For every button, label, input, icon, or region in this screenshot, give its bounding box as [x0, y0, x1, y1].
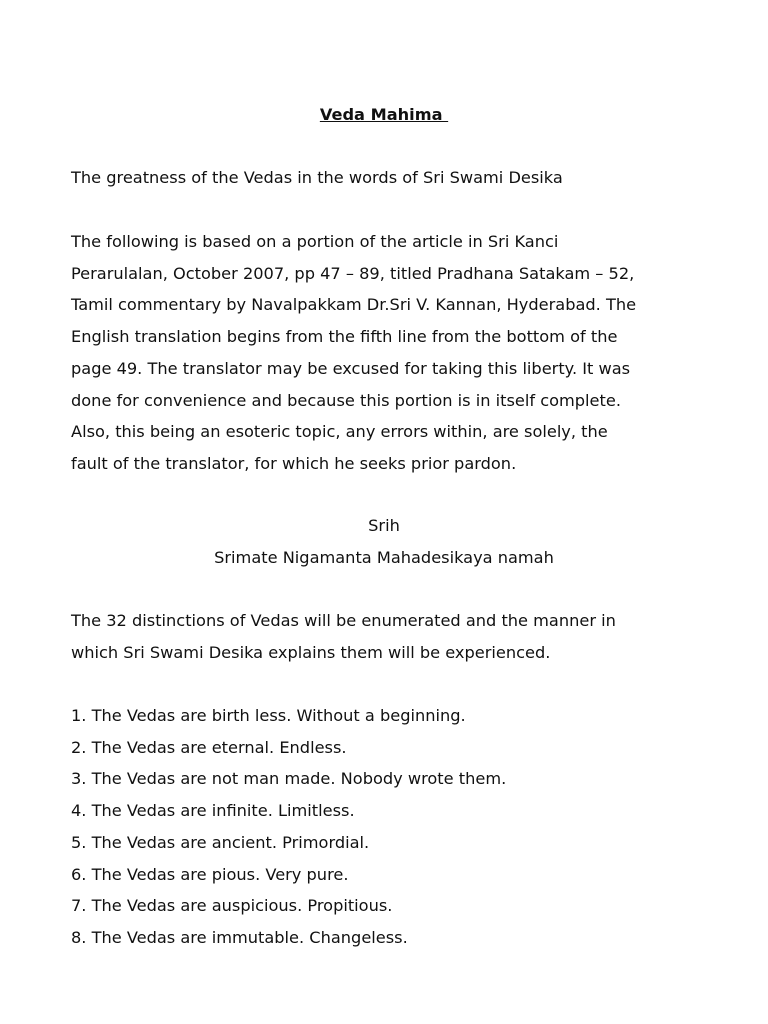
subtitle-text: The greatness of the Vedas in the words of Sri Swami Desika [71, 168, 563, 187]
distinctions-list-container [71, 700, 711, 954]
list-item: 4. The Vedas are infinite. Limitless. [71, 801, 355, 821]
intro-line: page 49. The translator may be excused for taking this liberty. It was [71, 358, 631, 378]
distinctions-intro-line: which Sri Swami Desika explains them will be experienced. [71, 642, 551, 662]
subtitle-paragraph [71, 162, 711, 194]
invocation-line: Srimate Nigamanta Mahadesikaya namah [214, 547, 554, 567]
list-item: 2. The Vedas are eternal. Endless. [71, 737, 347, 757]
list-item: 1. The Vedas are birth less. Without a beginning. [71, 706, 466, 725]
invocation-line: Srih [368, 516, 400, 535]
intro-line: Also, this being an esoteric topic, any errors within, are solely, the [71, 422, 608, 442]
distinctions-list [71, 700, 711, 954]
distinctions-intro-line: The 32 distinctions of Vedas will be enumerated and the manner in [71, 611, 616, 630]
document-title: Veda Mahima [319, 105, 449, 124]
intro-line: Tamil commentary by Navalpakkam Dr.Sri V. Kannan, Hyderabad. The [71, 295, 637, 315]
intro-paragraph [71, 226, 711, 480]
distinctions-intro-paragraph [71, 605, 711, 668]
list-item: 8. The Vedas are immutable. Changeless. [71, 927, 408, 947]
invocation [0, 510, 768, 573]
list-item: 3. The Vedas are not man made. Nobody wrote them. [71, 769, 507, 789]
intro-line: The following is based on a portion of the article in Sri Kanci [71, 232, 559, 251]
intro-line: Perarulalan, October 2007, pp 47 – 89, titled Pradhana Satakam – 52, [71, 263, 635, 283]
list-item: 7. The Vedas are auspicious. Propitious. [71, 896, 393, 916]
list-item: 5. The Vedas are ancient. Primordial. [71, 832, 370, 852]
intro-line: done for convenience and because this portion is in itself complete. [71, 390, 621, 410]
intro-line: fault of the translator, for which he seeks prior pardon. [71, 453, 517, 473]
intro-line: English translation begins from the fifth line from the bottom of the [71, 327, 618, 347]
list-item: 6. The Vedas are pious. Very pure. [71, 864, 349, 884]
